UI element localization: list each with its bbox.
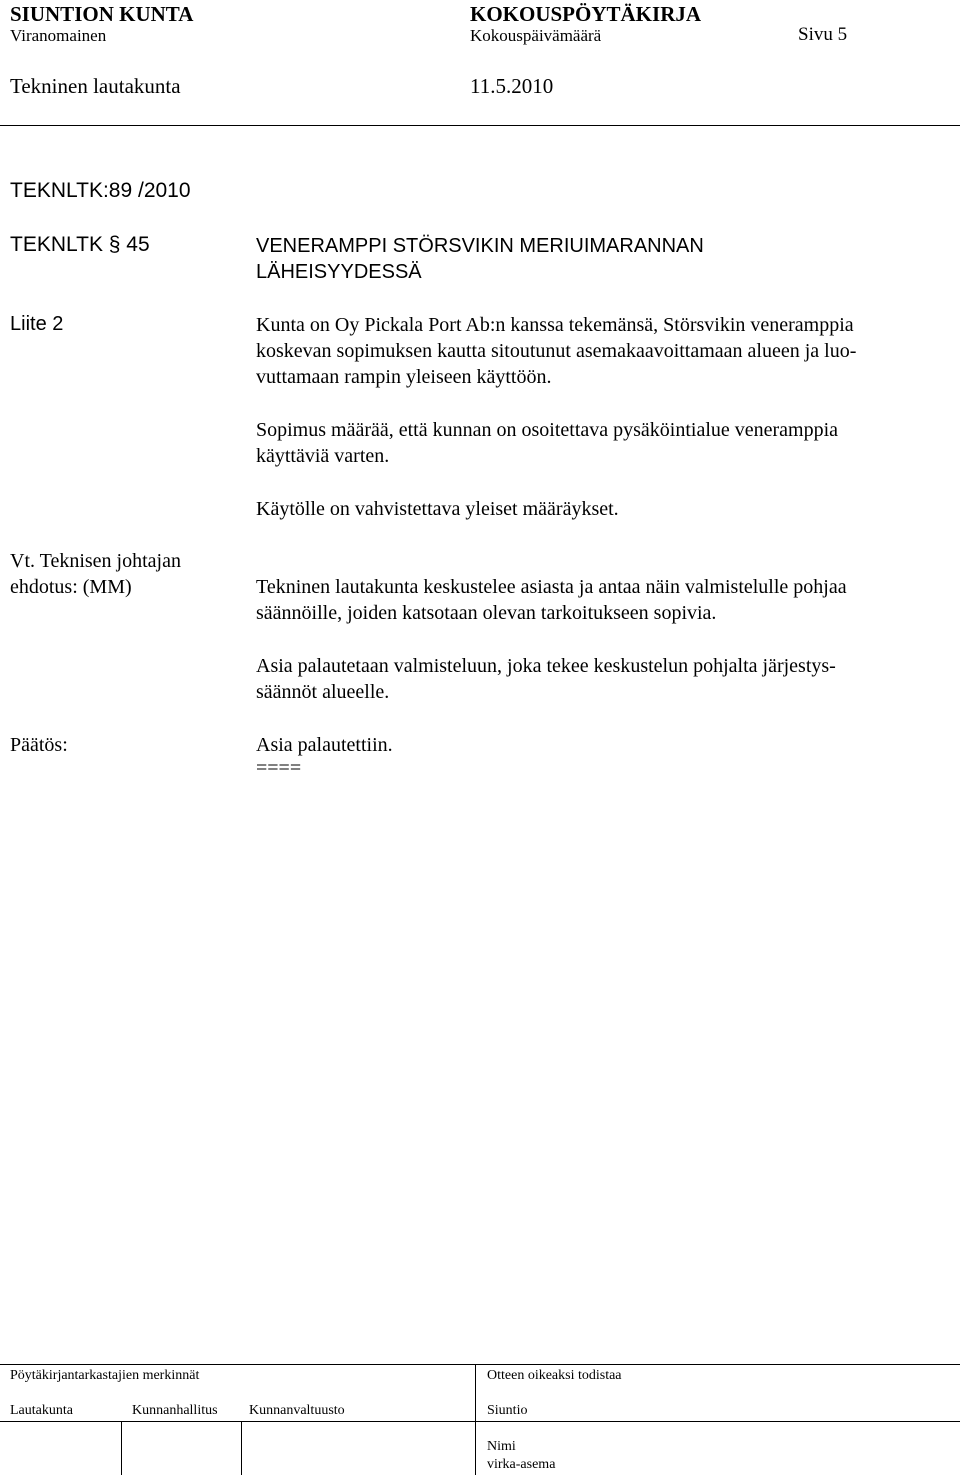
footer-signature-divider-2 — [241, 1421, 242, 1475]
proposal-paragraph-2 — [256, 653, 836, 705]
paragraph-line: Sopimus määrää, että kunnan on osoitettava pysäköintialue veneramppia — [256, 419, 839, 441]
paragraph-line: säännöt alueelle. — [256, 681, 390, 703]
paragraph-agreement — [256, 312, 856, 390]
authority-label: Viranomainen — [10, 26, 107, 45]
header-divider — [0, 125, 960, 126]
paragraph-line: vuttamaan rampin yleiseen käyttöön. — [256, 366, 552, 388]
decision-label: Päätös: — [10, 734, 68, 756]
section-number: TEKNLTK § 45 — [10, 233, 150, 256]
meeting-date-label: Kokouspäivämäärä — [470, 26, 602, 45]
paragraph-line: Kunta on Oy Pickala Port Ab:n kanssa tekemänsä, Störsvikin veneramppia — [256, 314, 854, 336]
meeting-date: 11.5.2010 — [470, 74, 554, 98]
proposal-paragraph-1 — [256, 574, 847, 626]
footer-divider-middle — [0, 1421, 960, 1422]
end-marker: ==== — [256, 757, 302, 779]
proposal-label — [10, 548, 181, 600]
footer-col-executive: Kunnanhallitus — [132, 1403, 218, 1418]
footer-divider-top — [0, 1364, 960, 1365]
paragraph-line: Asia palautetaan valmisteluun, joka tekee keskustelun pohjalta järjestys- — [256, 655, 836, 677]
paragraph-line: käyttäviä varten. — [256, 445, 390, 467]
reviewers-label: Pöytäkirjantarkastajien merkinnät — [10, 1368, 200, 1383]
item-reference: TEKNLTK:89 /2010 — [10, 179, 191, 202]
paragraph-line: koskevan sopimuksen kautta sitoutunut asemakaavoittamaan alueen ja luo- — [256, 340, 857, 362]
document-type: KOKOUSPÖYTÄKIRJA — [470, 2, 702, 26]
authority-name: Tekninen lautakunta — [10, 74, 181, 98]
footer-title-label: virka-asema — [487, 1457, 556, 1472]
paragraph-regulations: Käytölle on vahvistettava yleiset määräykset. — [256, 498, 619, 520]
item-title-line: LÄHEISYYDESSÄ — [256, 261, 422, 283]
decision-text: Asia palautettiin. — [256, 734, 393, 756]
footer-col-board: Lautakunta — [10, 1403, 73, 1418]
item-title — [256, 233, 704, 285]
footer-column-divider — [475, 1364, 476, 1475]
footer-signature-divider-1 — [121, 1421, 122, 1475]
proposal-label-line: Vt. Teknisen johtajan — [10, 550, 181, 572]
footer-place: Siuntio — [487, 1403, 528, 1418]
paragraph-line: Tekninen lautakunta keskustelee asiasta ja antaa näin valmistelulle pohjaa — [256, 576, 847, 598]
organization-name: SIUNTION KUNTA — [10, 2, 194, 26]
item-title-line: VENERAMPPI STÖRSVIKIN MERIUIMARANNAN — [256, 235, 704, 257]
proposal-label-line: ehdotus: (MM) — [10, 576, 132, 598]
attachment-label: Liite 2 — [10, 313, 64, 335]
footer-name-label: Nimi — [487, 1439, 516, 1454]
footer-col-council: Kunnanvaltuusto — [249, 1403, 345, 1418]
paragraph-parking — [256, 417, 838, 469]
page-number: Sivu 5 — [798, 24, 848, 45]
certified-label: Otteen oikeaksi todistaa — [487, 1368, 622, 1383]
paragraph-line: säännöille, joiden katsotaan olevan tarkoitukseen sopivia. — [256, 602, 717, 624]
